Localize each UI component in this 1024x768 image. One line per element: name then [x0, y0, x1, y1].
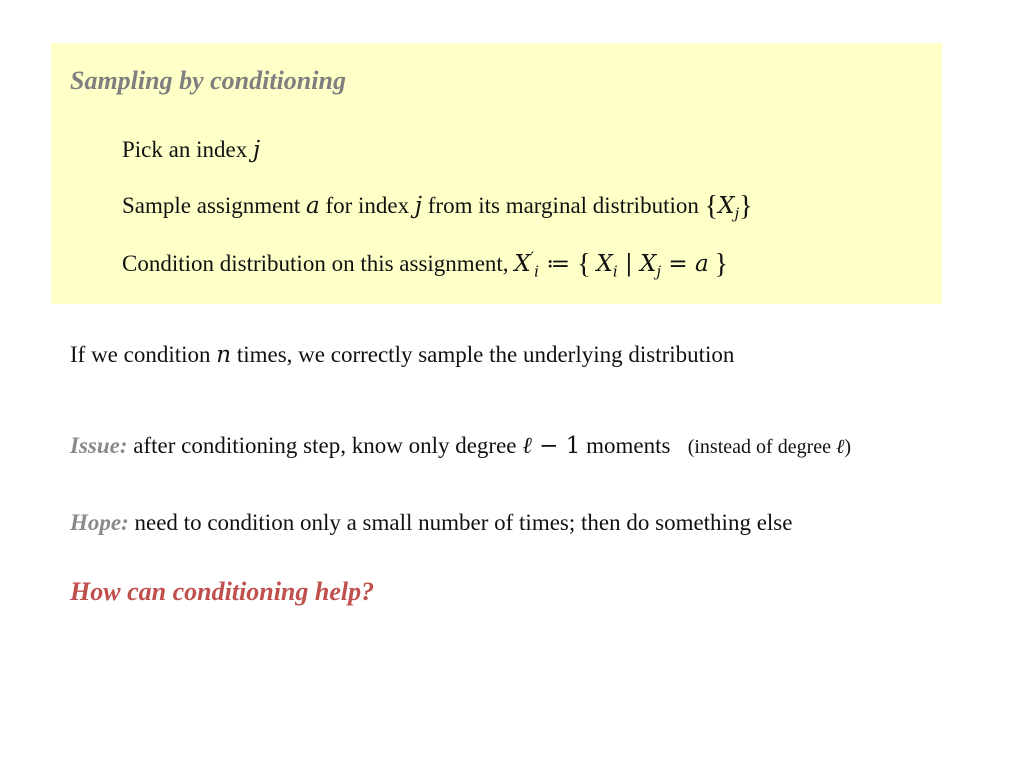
box-title: Sampling by conditioning [70, 66, 346, 95]
issue-text: after conditioning step, know only degree [127, 433, 523, 458]
definition-symbol: ≔ [538, 251, 578, 277]
var-a: a [694, 251, 709, 277]
step-text: Sample assignment [122, 193, 306, 218]
equals-sign: = [661, 251, 695, 277]
step-text: from its marginal distribution [422, 193, 705, 218]
note-text: (instead of degree [687, 436, 836, 458]
hope-text: need to condition only a small number of times; then do something else [128, 510, 793, 535]
subscript-i: i [612, 262, 618, 281]
var-x: X [596, 251, 613, 277]
note-text: ) [844, 436, 851, 458]
para-text: times, we correctly sample the underlying distribution [231, 342, 735, 367]
minus-one: − 1 [531, 433, 581, 459]
paragraph-hope [70, 509, 792, 537]
var-x-prime: X [514, 251, 531, 277]
var-x: X [640, 251, 657, 277]
right-brace: } [714, 249, 728, 280]
hope-label: Hope: [70, 510, 129, 535]
var-ell: ℓ [835, 434, 845, 458]
issue-text: moments [580, 433, 671, 458]
para-text: If we condition [70, 342, 217, 367]
issue-note [688, 436, 851, 458]
given-bar: | [617, 251, 641, 277]
var-j: j [252, 137, 261, 163]
subscript-j: j [656, 262, 662, 281]
step-condition [122, 248, 728, 282]
paragraph-issue [70, 432, 851, 461]
prime-mark: ′ [530, 248, 535, 267]
right-brace: } [739, 191, 753, 222]
step-text: for index [319, 193, 415, 218]
var-x: X [718, 193, 735, 219]
left-brace: { [704, 191, 719, 222]
step-sample-assignment [122, 190, 753, 224]
step-pick-index [122, 136, 260, 165]
paragraph-condition-n-times [70, 341, 734, 370]
issue-label: Issue: [70, 433, 128, 458]
var-n: n [216, 342, 232, 368]
var-j: j [414, 193, 423, 219]
var-ell: ℓ [522, 433, 532, 459]
step-text: Condition distribution on this assignment, [122, 251, 515, 276]
subscript-i: i [534, 262, 539, 281]
var-a: a [305, 193, 320, 219]
step-text: Pick an index [122, 137, 253, 162]
subscript-j: j [734, 204, 740, 223]
left-brace: { [577, 249, 591, 280]
closing-question: How can conditioning help? [70, 577, 375, 606]
